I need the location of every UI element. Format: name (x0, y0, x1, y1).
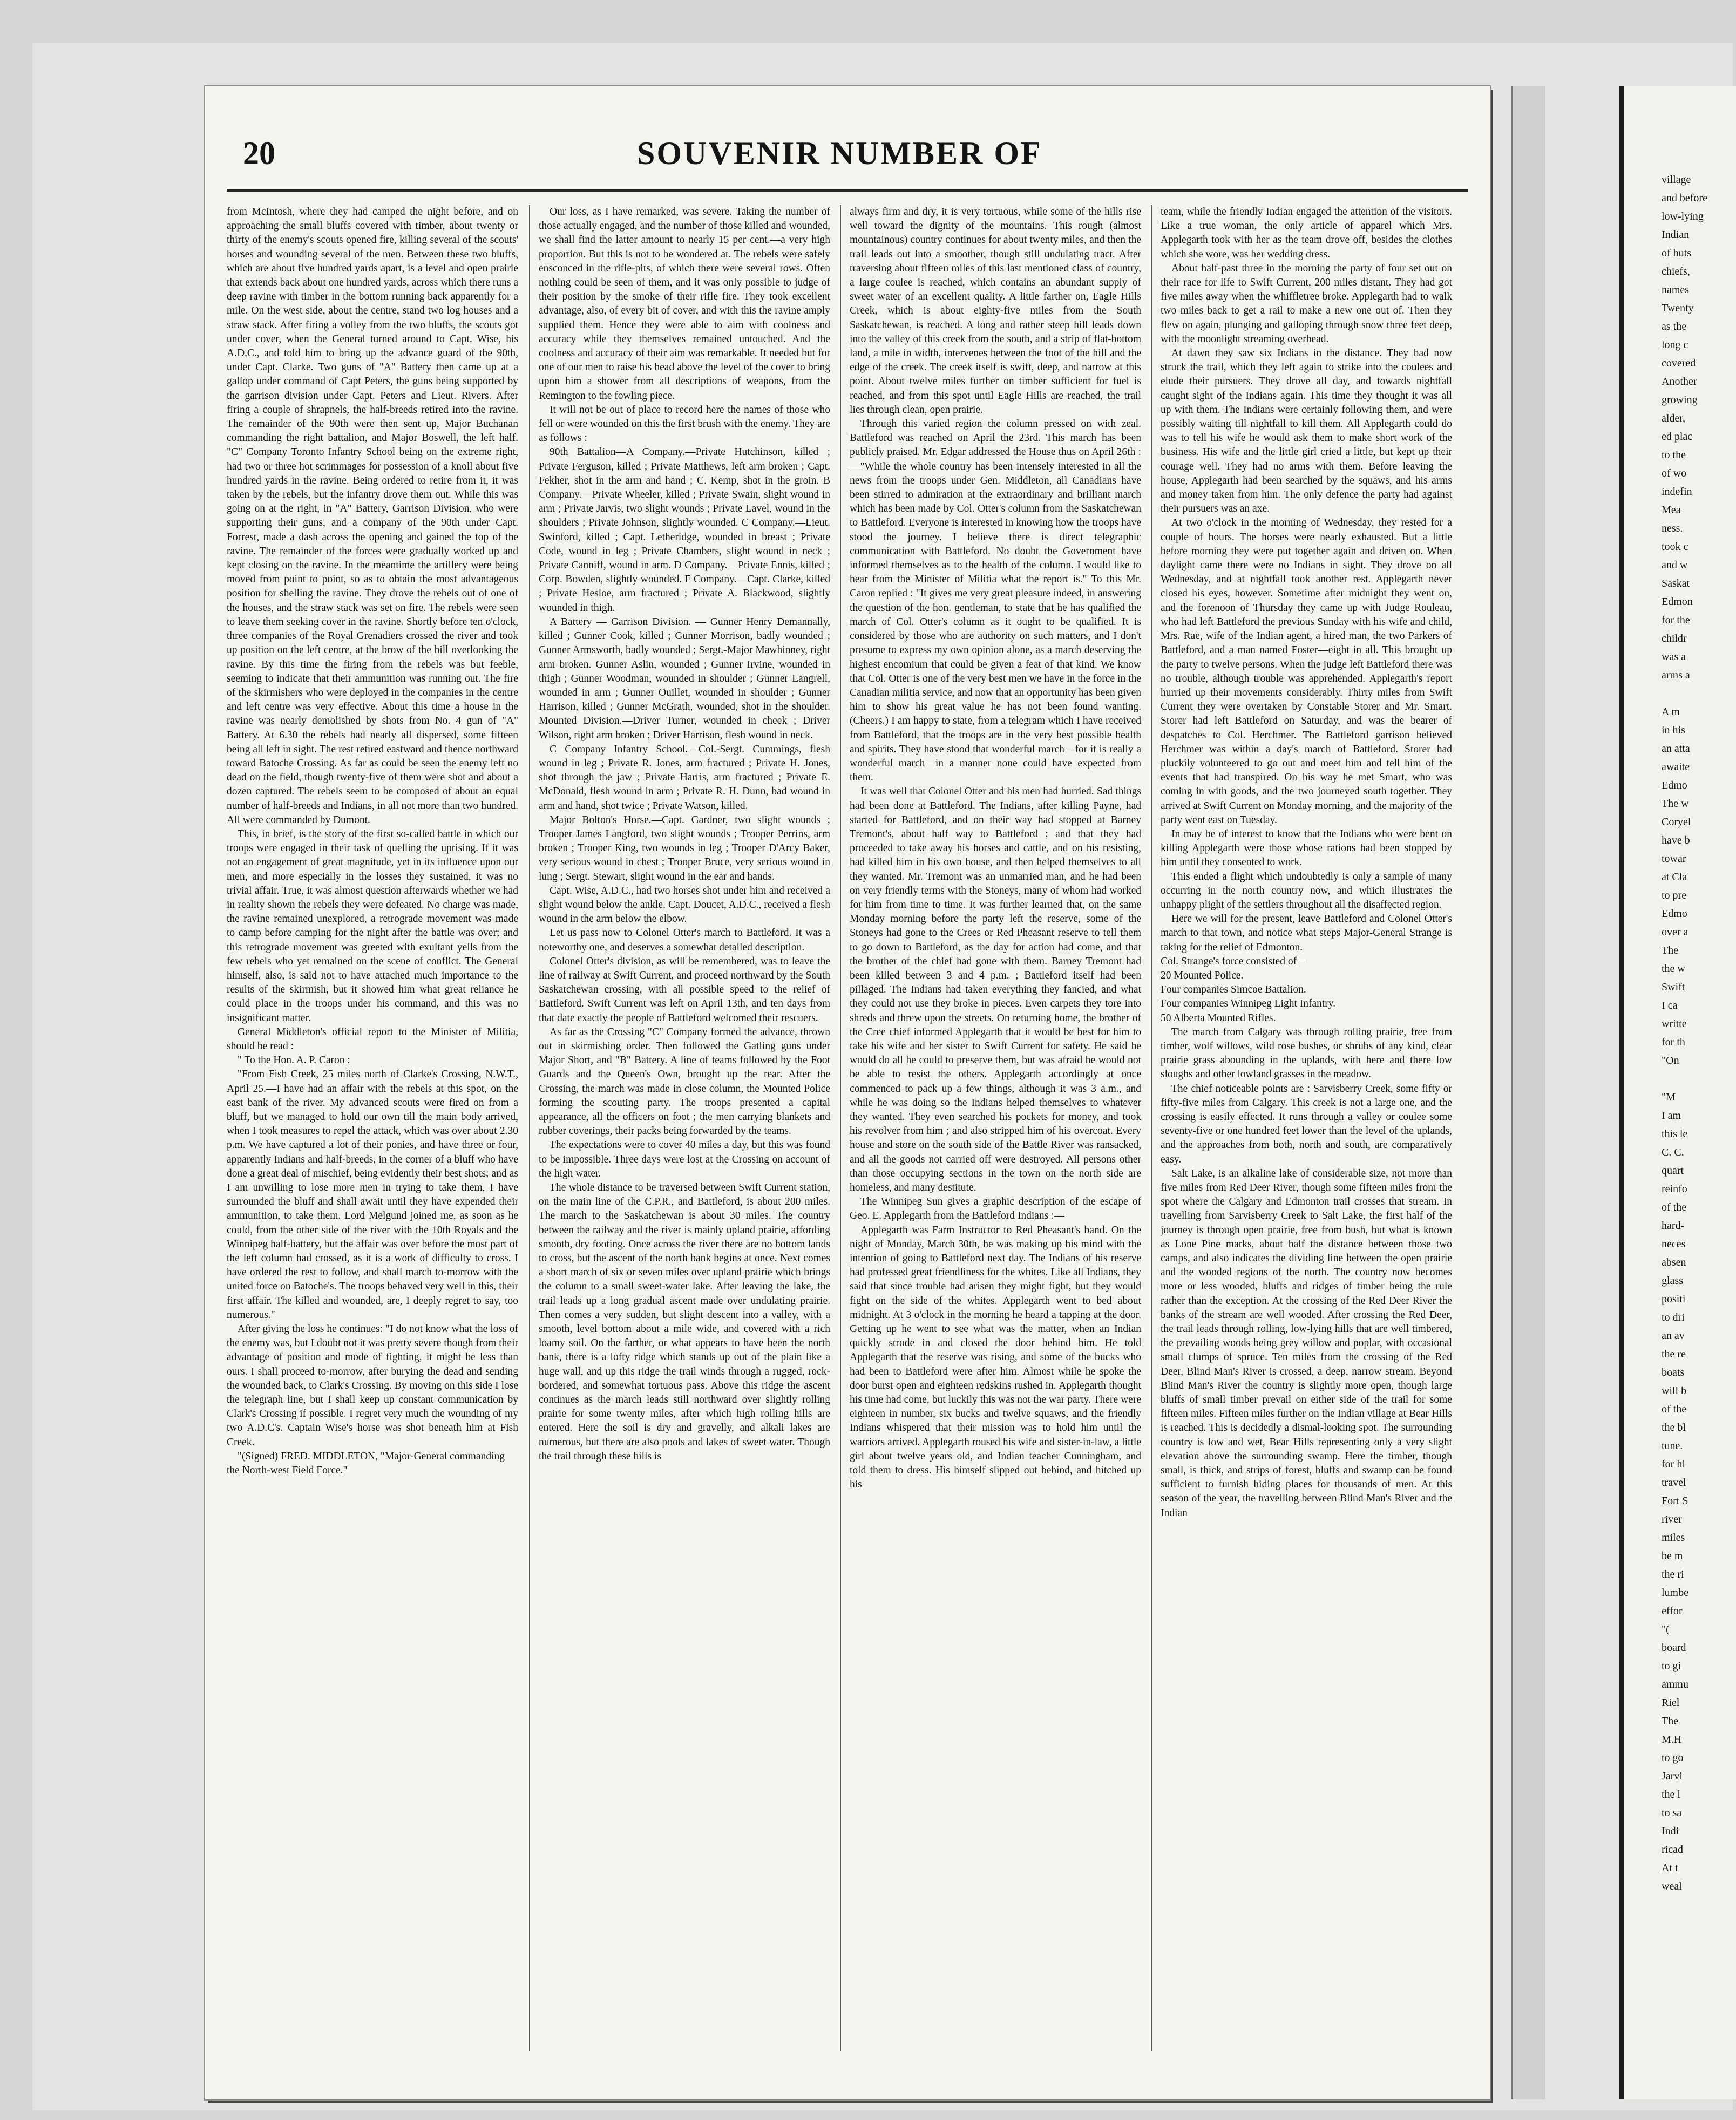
column-divider (1151, 205, 1152, 2051)
adjacent-page-fragment: travel (1662, 1477, 1686, 1489)
adjacent-page-fragment: as the (1662, 321, 1687, 332)
adjacent-page-fragment: "( (1662, 1623, 1670, 1635)
paragraph: Col. Strange's force consisted of— (1161, 955, 1307, 967)
adjacent-page-fragment: alder, (1662, 412, 1686, 424)
adjacent-page-fragment: board (1662, 1642, 1686, 1654)
text-column-4 (1161, 205, 1452, 2062)
adjacent-page-fragment: weal (1662, 1880, 1682, 1892)
adjacent-page-fragment: Another (1662, 376, 1697, 388)
adjacent-page-fragment: to go (1662, 1752, 1684, 1764)
adjacent-page-fragment: ed plac (1662, 431, 1693, 443)
adjacent-page-fragment: miles (1662, 1532, 1685, 1544)
paragraph: from McIntosh, where they had camped the night before, and on approaching the small bluffs covered with timber, about twenty or thirty of the enemy's scouts opened fire, killing several of the scouts' horses and wounding several of the men. Between these two bluffs, which are about five hundred yards apart, is a level and open prairie that extends back about one hundred yards, across which there runs a deep ravine with timber in the bottom running back apparently for a mile. On the west side, about the centre, stand two log houses and a straw stack. After firing a volley from the two bluffs, the scouts got under cover, when the General turned around to Capt. Wise, his A.D.C., and told him to bring up the advance guard of the 90th, under Capt. Clarke. Two guns of "A" Battery then came up at a gallop under command of Capt Peters, the guns being supported by the garrison division under Capt. Peters and Lieut. Rivers. After firing a couple of shrapnels, the half-breeds retired into the ravine. The remainder of the 90th were then sent up, Major Buchanan commanding the right battalion, and Major Boswell, the left half. "C" Company Toronto Infantry School being on the extreme right, had two or three hot scrimmages for possession of a knoll about five hundred yards in the ravine. Being ordered to retire from it, it was taken by the rebels, but the infantry drove them out. While this was going on at the right, in "A" Battery, Garrison Division, who were supporting their guns, and a company of the 90th under Capt. Forrest, made a dash across the opening and gained the top of the ravine. The remainder of the forces were gradually worked up and kept closing on the ravine. In the meantime the artillery were being moved from point to point, so as to obtain the most advantageous position for shelling the ravine. They drove the rebels out of one of the houses, and the straw stack was set on fire. The rebels were seen to leave them seeking cover in the ravine. Shortly before ten o'clock, three companies of the Royal Grenadiers crossed the river and took up position on the left centre, at the brow of the hill overlooking the ravine. By this time the firing from the rebels was but feeble, seeming to indicate that their ammunition was running out. The fire of the skirmishers who were deployed in the companies in the centre and left centre was very effective. About this time a house in the ravine was nearly demolished by shots from No. 4 gun of "A" Battery. At 6.30 the rebels had nearly all dispersed, some fifteen being all left in sight. The rest retired eastward and thence northward toward Batoche Crossing. As far as could be seen the enemy left no dead on the field, though twenty-five of them were shot and about a dozen captured. The rebels seem to be composed of about an equal number of half-breeds and Indians, in all not more than two hundred. All were commanded by Dumont. (227, 206, 518, 826)
paragraph: This, in brief, is the story of the first so-called battle in which our troops were engaged in their task of quelling the uprising. If it was not an engagement of great magnitude, yet in its influence upon our men, and more especially in the losses they sustained, it was no trivial affair. True, it was almost question afterwards whether we had in reality shown the rebels they were defeated. No charge was made, the ravine remained unexplored, a retrograde movement was made to camp before camping for the night after the battle was over; and this retrograde movement was greeted with exultant yells from the few rebels who yet remained on the scene of conflict. The General himself, also, is said not to have attached much importance to the results of the skirmish, but it showed him what great reliance he could place in the troops under his command, and this was no insignificant matter. (227, 828, 518, 1024)
page-header (227, 135, 1468, 184)
paragraph: It was well that Colonel Otter and his men had hurried. Sad things had been done at Battleford. The Indians, after killing Payne, had started for Battleford, and on their way had stopped at Barney Tremont's, about half way to Battleford ; and that they had proceeded to take away his horses and cattle, and on his resisting, had killed him in his own house, and then helped themselves to all they wanted. Mr. Tremont was an unmarried man, and he had been on very friendly terms with the Stoneys, many of whom had worked for him from time to time. It was further learned that, on the same Monday morning before the party left the reserve, some of the Stoneys had gone to the Crees or Red Pheasant reserve to tell them to go down to Battleford, as the day for action had come, and that the brother of the chief had gone with them. Barney Tremont had been killed between 3 and 4 p.m. ; Battleford itself had been pillaged. The Indians had taken everything they fancied, and what they could not use they broke in pieces. Even carpets they tore into shreds and threw upon the streets. On returning home, the brother of the Cree chief informed Applegarth that it would be best for him to take his wife and her sister to Swift Current for safety. He said he would do all he could to preserve them, but was afraid he would not be able to resist the others. Applegarth accordingly at once commenced to pack up a few things, although it was 3 a.m., and while he was doing so the Indians helped themselves to whatever they wanted. They even searched his pockets for money, and took his revolver from him ; and also stripped him of his overcoat. Every house and store on the south side of the Battle River was ransacked, and all the goods not carried off were destroyed. All persons other than those occupying sections in the town on the north side are homeless, and many destitute. (850, 786, 1141, 1194)
adjacent-page-fragment: village (1662, 174, 1691, 186)
adjacent-page-fragment: of huts (1662, 247, 1691, 259)
adjacent-page-fragment: was a (1662, 651, 1686, 663)
adjacent-page-fragment: neces (1662, 1238, 1686, 1250)
list-item: 20 Mounted Police. (1161, 969, 1244, 981)
adjacent-page-fragment: for hi (1662, 1458, 1685, 1470)
adjacent-page-fragment: growing (1662, 394, 1698, 406)
paragraph: 90th Battalion—A Company.—Private Hutchinson, killed ; Private Ferguson, killed ; Private Matthews, left arm broken ; Capt. Fekher, shot in the arm and hand ; C. Kemp, shot in the groin. B Company.—Private Wheeler, killed ; Private Swain, slight wound in arm ; Private Jarvis, two slight wounds ; Private Lavel, wound in the shoulders ; Private Johnson, slightly wounded. C Company.—Lieut. Swinford, killed ; Capt. Letheridge, wounded in breast ; Private Code, wound in leg ; Private Chambers, slight wound in neck ; Private Canniff, wound in arm. D Company.—Private Ennis, killed ; Corp. Bowden, slightly wounded. F Company.—Capt. Clarke, killed ; Private Hesloe, arm fractured ; Private A. Blackwood, slightly wounded in thigh. (539, 446, 830, 614)
adjacent-page-fragment: indefin (1662, 486, 1692, 498)
text-column-2 (539, 205, 830, 2062)
adjacent-page-fragment: the bl (1662, 1422, 1686, 1433)
paragraph: A Battery — Garrison Division. — Gunner Henry Demannally, killed ; Gunner Cook, killed ; Gunner Morrison, badly wounded ; Gunner Armsworth, badly wounded ; Sergt.-Major Mawhinney, right arm broken. Gunner Aslin, wounded ; Gunner Irvine, wounded in thigh ; Gunner Woodman, wounded in shoulder ; Gunner Langrell, wounded in arm ; Gunner Ouillet, wounded in shoulder ; Gunner Harrison, killed ; Gunner McGrath, wounded, shot in the shoulder. Mounted Division.—Driver Turner, wounded in cheek ; Driver Wilson, right arm broken ; Driver Harrison, flesh wound in neck. (539, 616, 830, 741)
paragraph: The march from Calgary was through rolling prairie, free from timber, wolf willows, wild rose bushes, or shrubs of any kind, clear prairie grass abounding in the uplands, with here and there low sloughs and other lowland grasses in the meadow. (1161, 1026, 1452, 1081)
list-item: Four companies Simcoe Battalion. (1161, 984, 1306, 996)
paragraph: Here we will for the present, leave Battleford and Colonel Otter's march to that town, and notice what steps Major-General Strange is taking for the relief of Edmonton. (1161, 913, 1452, 953)
paragraph: Applegarth was Farm Instructor to Red Pheasant's band. On the night of Monday, March 30th, he was making up his mind with the intention of going to Battleford next day. The Indians of his reserve had professed great friendliness for the whites. Like all Indians, they said that since trouble had arisen they might fight, but they would fight on the side of the whites. Applegarth went to bed about midnight. At 3 o'clock in the morning he heard a tapping at the door. Getting up he went to see what was the matter, when an Indian quickly strode in and closed the door behind him. He told Applegarth that the reserve was rising, and some of the bucks who had been to Battleford were after him. Almost while he spoke the door burst open and eighteen redskins rushed in. Applegarth thought his time had come, but luckily this was not the war party. There were eighteen in number, six bucks and twelve squaws, and the friendly Indians whispered that their mission was to hold him until the warriors arrived. Applegarth roused his wife and sister-in-law, a little girl about twelve years old, and Indian teacher Cunningham, and told them to dress. His himself slipped out behind, and hitched up his (850, 1224, 1141, 1491)
adjacent-page-fragment: The (1662, 1715, 1679, 1727)
adjacent-page-fragment: M.H (1662, 1734, 1682, 1745)
adjacent-page-fragment: Swift (1662, 981, 1685, 993)
adjacent-page-fragment: At t (1662, 1862, 1678, 1874)
adjacent-page-fragment: for th (1662, 1036, 1685, 1048)
adjacent-page-fragment: awaite (1662, 761, 1690, 773)
adjacent-page-fragment: Jarvi (1662, 1770, 1683, 1782)
paragraph: This ended a flight which undoubtedly is only a sample of many occurring in the north country now, and which illustrates the unhappy plight of the settlers throughout all the disaffected region. (1161, 871, 1452, 910)
adjacent-page-fragment: ammu (1662, 1679, 1688, 1690)
adjacent-page-fragment: ness. (1662, 522, 1683, 534)
adjacent-page-fragment: Indian (1662, 229, 1690, 241)
adjacent-page-fragment: absen (1662, 1256, 1686, 1268)
signature-block: "(Signed) FRED. MIDDLETON, "Major-General commanding the North-west Field Force." (227, 1450, 505, 1477)
paragraph: Capt. Wise, A.D.C., had two horses shot under him and received a slight wound below the ankle. Capt. Doucet, A.D.C., received a flesh wound in the arm below the elbow. (539, 885, 830, 925)
adjacent-page-fragment: to sa (1662, 1807, 1682, 1819)
adjacent-page-fragment: of the (1662, 1403, 1687, 1415)
adjacent-page-fragment: C. C. (1662, 1146, 1684, 1158)
adjacent-page-fragment: glass (1662, 1275, 1683, 1287)
column-divider (840, 205, 841, 2051)
adjacent-page-fragment: this le (1662, 1128, 1688, 1140)
adjacent-page-fragment: "On (1662, 1055, 1679, 1066)
adjacent-page-fragment: chiefs, (1662, 266, 1690, 277)
adjacent-page-fragment: Indi (1662, 1825, 1679, 1837)
running-title: SOUVENIR NUMBER OF (637, 135, 1042, 171)
adjacent-page-fragment: Twenty (1662, 302, 1694, 314)
adjacent-page-fragment: of the (1662, 1201, 1687, 1213)
adjacent-page-fragment: tune. (1662, 1440, 1683, 1452)
adjacent-page-fragment: Edmon (1662, 596, 1693, 608)
adjacent-page-fragment: to dri (1662, 1312, 1685, 1323)
adjacent-page-fragment: an atta (1662, 743, 1690, 755)
paragraph: At two o'clock in the morning of Wednesday, they rested for a couple of hours. The horses were nearly exhausted. But a little before morning they were put together again and driven on. When daylight came there were no Indians in sight. They drove on all Wednesday, and at nightfall took another rest. Applegarth never closed his eyes, however. Sometime after midnight they went on, and the forenoon of Thursday they came up with Judge Rouleau, who had left Battleford the previous Sunday with his wife and child, Mrs. Rae, wife of the Indian agent, a hired man, the two Parkers of Battleford, and a man named Foster—eight in all. This brought up the party to twelve persons. When the judge left Battleford there was no trouble, although trouble was apprehended. Applegarth's report hurried up their movements considerably. Thirty miles from Swift Current they were overtaken by Constable Storer and Mr. Smart. Storer had left Battleford on Saturday, and was the bearer of despatches to Col. Herchmer. The Battleford garrison believed Herchmer was within a day's march of Battleford. Storer had pluckily volunteered to go out and meet him and tell him of the events that had transpired. On his way he met Smart, who was coming in with goods, and the two journeyed south together. They arrived at Swift Current on Monday morning, and the majority of the party went east on Tuesday. (1161, 517, 1452, 826)
adjacent-page-fragment: be m (1662, 1550, 1683, 1562)
paragraph: At dawn they saw six Indians in the distance. They had now struck the trail, which they left again to strike into the coulees and elude their pursuers. They drove all day, and towards nightfall caught sight of the Indians again. This time they thought it was all up with them. The Indians were certainly following them, and were possibly waiting till nightfall to kill them. All Applegarth could do was to tell his wife he would ask them to make short work of the business. His wife and the little girl cried a little, but kept up their courage well. They had no arms with them. Before leaving the house, Applegarth had been searched by the squaws, and his arms and money taken from him. The only defence the party had against their pursuers was an axe. (1161, 348, 1452, 515)
adjacent-page-fragment: Coryel (1662, 816, 1691, 828)
paragraph: team, while the friendly Indian engaged the attention of the visitors. Like a true woman, the only article of apparel which Mrs. Applegarth took with her as the team drove off, besides the clothes which she wore, was her wedding dress. (1161, 206, 1452, 260)
adjacent-page-fragment: hard- (1662, 1220, 1685, 1232)
adjacent-page-fragment: the l (1662, 1789, 1680, 1800)
text-column-1 (227, 205, 518, 2062)
adjacent-page-fragment: Edmo (1662, 908, 1687, 920)
adjacent-page-fragment: reinfo (1662, 1183, 1687, 1195)
adjacent-page-fragment: A m (1662, 706, 1680, 718)
adjacent-page-fragment: an av (1662, 1330, 1685, 1342)
paragraph: General Middleton's official report to the Minister of Militia, should be read : (227, 1026, 518, 1052)
adjacent-page-fragment: the ri (1662, 1568, 1684, 1580)
paragraph: The whole distance to be traversed between Swift Current station, on the main line of the C.P.R., and Battleford, is about 200 miles. The march to the Saskatchewan is about 30 miles. The country between the railway and the river is mainly upland prairie, affording smooth, dry footing. Once across the river there are no bottom lands to cross, but the ascent of the north bank begins at once. Next comes a short march of six or seven miles over upland prairie which brings the column to a small sweet-water lake. After leaving the lake, the trail leads up a long gradual ascent made over undulating prairie. Then comes a very sudden, but slight descent into a valley, with a smooth, level bottom about a mile wide, and covered with a rich loamy soil. On the farther, or what appears to have been the north bank, there is a lofty ridge which stands up out of the plain like a huge wall, and up this ridge the trail winds through a rugged, rock-bordered, and somewhat tortuous pass. Above this ridge the ascent continues as the march leads still northward over slightly rolling prairie for some twenty miles, after which high rolling hills are entered. Here the soil is dry and gravelly, and alkali lakes are numerous, but there are also pools and lakes of sweet water. Though the trail through these hills is (539, 1182, 830, 1462)
paragraph: always firm and dry, it is very tortuous, while some of the hills rise well toward the dignity of the mountains. This rough (almost mountainous) country continues for about twenty miles, and then the trail leads out into a smoother, though still undulating tract. After traversing about fifteen miles of this last mentioned class of country, a large coulee is reached, which contains an abundant supply of sweet water of an excellent quality. A little farther on, Eagle Hills Creek, which is about eighty-five miles from the South Saskatchewan, is reached. A long and rather steep hill leads down into the valley of this creek from the south, and a strip of flat-bottom land, a mile in width, intervenes between the foot of the hill and the edge of the creek. The creek itself is swift, deep, and narrow at this point. About twelve miles further on timber sufficient for fuel is reached, and from this spot until Eagle Hills are reached, the trail lies through clean, open prairie. (850, 206, 1141, 416)
paragraph: About half-past three in the morning the party of four set out on their race for life to Swift Current, 200 miles distant. They had got five miles away when the whiffletree broke. Applegarth had to walk two miles back to get a rail to make a new one out of. Then they flew on again, plunging and galloping through snow three feet deep, with the moonlight streaming overhead. (1161, 262, 1452, 345)
newspaper-page (205, 86, 1490, 2099)
adjacent-page-fragment: Saskat (1662, 577, 1690, 589)
adjacent-page-fragment: ricad (1662, 1844, 1683, 1856)
paragraph: "From Fish Creek, 25 miles north of Clarke's Crossing, N.W.T., April 25.—I have had an affair with the rebels at this spot, on the east bank of the river. My advanced scouts were fired on from a bluff, but we managed to hold our own till the main body arrived, when I took measures to repel the attack, which was over about 2.30 p.m. We have captured a lot of their ponies, and have three or four, apparently Indians and half-breeds, in the corner of a bluff who have done a great deal of mischief, being evidently their best shots; and as I am unwilling to lose more men in trying to take them, I have surrounded the bluff and shall await until they have expended their ammunition, to take them. Lord Melgund joined me, as soon as he could, from the other side of the river with the 10th Royals and the Winnipeg half-battery, but the affair was over before the most part of the left column had crossed, as it is a work of difficulty to cross. I have ordered the rest to follow, and shall march to-morrow with the united force on Batoche's. The troops behaved very well in this, their first affair. The killed and wounded, are, I deeply regret to say, too numerous." (227, 1069, 518, 1321)
adjacent-page-fragment: for the (1662, 614, 1690, 626)
adjacent-page-fragment: childr (1662, 633, 1687, 644)
adjacent-page-fragment: took c (1662, 541, 1688, 553)
paragraph: Through this varied region the column pressed on with zeal. Battleford was reached on April the 23rd. This march has been publicly praised. Mr. Edgar addressed the House thus on April 26th :—"While the whole country has been intensely interested in all the news from the troops under Gen. Middleton, all Canadians have been stirred to admiration at the extraordinary and brilliant march which has been made by Col. Otter's column from the Saskatchewan to Battleford. Everyone is interested in knowing how the troops have stood the journey. I believe there is direct telegraphic communication with Battleford. No doubt the Government have informed themselves as to the health of the column. I would like to hear from the Minister of Militia what the report is." To this Mr. Caron replied : "It gives me very great pleasure indeed, in answering the question of the hon. gentleman, to state that he has qualified the march of Col. Otter's column as it ought to be qualified. It is considered by those who are authority on such matters, and I don't presume to express my own opinion alone, as a march deserving the highest encomium that could be given a feat of that kind. We know that Col. Otter is one of the very best men we have in the force in the Canadian militia service, and now that an opportunity has been given him to show his great value he has not been found wanting. (Cheers.) I am happy to state, from a telegram which I have received from Battleford, that the troops are in the very best possible health and spirits. They have stood that wonderful march—for it is really a wonderful march—in a manner none could have expected from them. (850, 418, 1141, 784)
adjacent-page-fragment: over a (1662, 926, 1688, 938)
adjacent-page-fragment: arms a (1662, 669, 1690, 681)
adjacent-page-fragment: to gi (1662, 1660, 1681, 1672)
adjacent-page-fragment: to pre (1662, 889, 1687, 901)
adjacent-page-fragment: have b (1662, 834, 1690, 846)
adjacent-page-fragment: towar (1662, 853, 1686, 865)
list-item: 50 Alberta Mounted Rifles. (1161, 1012, 1276, 1024)
adjacent-page-fragment: will b (1662, 1385, 1687, 1397)
adjacent-page-fragment: names (1662, 284, 1690, 296)
adjacent-page-fragment: river (1662, 1513, 1682, 1525)
binding-gutter (1511, 86, 1545, 2099)
adjacent-page-fragment: positi (1662, 1293, 1686, 1305)
adjacent-page-fragment: in his (1662, 724, 1685, 736)
adjacent-page-fragment: the re (1662, 1348, 1686, 1360)
adjacent-page-fragment: writte (1662, 1018, 1687, 1030)
paragraph: Salt Lake, is an alkaline lake of considerable size, not more than five miles from Red Deer River, though some fifteen miles from the spot where the Calgary and Edmonton trail crosses that stream. In travelling from Sarvisberry Creek to Salt Lake, the first half of the journey is through open prairie, free from bush, but what is known as Lone Pine marks, about half the distance between those two camps, and also indicates the dividing line between the open prairie and the wooded regions of the north. The country now becomes more or less wooded, bluffs and ridges of timber being the rule rather than the exception. At the crossing of the Red Deer River the banks of the stream are well wooded. After crossing the Red Deer, the trail leads through rolling, low-lying hills that are well timbered, the prevailing woods being grey willow and poplar, with occasional small clumps of spruce. Ten miles from the crossing of the Red Deer, Blind Man's River is crossed, a deep, narrow stream. Beyond Blind Man's River the country is slightly more open, though large bluffs of small timber prevail on either side of the trail for some fifteen miles. Fifteen miles further on the Indian village at Bear Hills is reached. This is decidedly a dismal-looking spot. The surrounding country is low and wet, Bear Hills representing only a very slight elevation above the surrounding swamp. Here the timber, though small, is thick, and strips of forest, bluffs and swamp can be found sufficient to furnish hiding places for thousands of men. At this season of the year, the travelling between Blind Man's River and the Indian (1161, 1167, 1452, 1519)
adjacent-page-fragment: at Cla (1662, 871, 1687, 883)
adjacent-page-fragment: the w (1662, 963, 1685, 975)
adjacent-page-fragment: effor (1662, 1605, 1683, 1617)
adjacent-page-fragment: I ca (1662, 1000, 1678, 1011)
paragraph: Major Bolton's Horse.—Capt. Gardner, two slight wounds ; Trooper James Langford, two slight wounds ; Trooper Perrins, arm broken ; Trooper King, two wounds in leg ; Trooper D'Arcy Baker, very serious wound in chest ; Trooper Bruce, very serious wound in lung ; Sergt. Stewart, slight wound in the ear and hands. (539, 814, 830, 882)
adjacent-page-fragment: low-lying (1662, 210, 1704, 222)
paragraph: C Company Infantry School.—Col.-Sergt. Cummings, flesh wound in leg ; Private R. Jones, arm fractured ; Private H. Jones, shot through the jaw ; Private Harris, arm fractured ; Private E. McDonald, flesh wound in arm ; Private R. H. Dunn, bad wound in arm and hand, shot twice ; Private Watson, killed. (539, 743, 830, 812)
paragraph: It will not be out of place to record here the names of those who fell or were wounded on this the first brush with the enemy. They are as follows : (539, 404, 830, 444)
page-number: 20 (243, 135, 275, 171)
text-column-3 (850, 205, 1141, 2062)
adjacent-page-edge (1619, 86, 1736, 2099)
adjacent-page-fragment: long c (1662, 339, 1688, 351)
paragraph: As far as the Crossing "C" Company formed the advance, thrown out in skirmishing order. Then followed the Gatling guns under Major Short, and "B" Battery. A line of teams followed by the Foot Guards and the Queen's Own, brought up the rear. After the Crossing, the march was made in close column, the Mounted Police forming the scouting party. The troops presented a capital appearance, all the officers on foot ; the men carrying blankets and rubber coverings, their packs being forwarded by the teams. (539, 1026, 830, 1137)
list-item: Four companies Winnipeg Light Infantry. (1161, 998, 1336, 1010)
paragraph: The Winnipeg Sun gives a graphic description of the escape of Geo. E. Applegarth from the Battleford Indians :— (850, 1196, 1141, 1222)
paragraph: After giving the loss he continues: "I do not know what the loss of the enemy was, but I doubt not it was pretty severe though from their advantage of position and mode of fighting, it might be less than ours. I shall proceed to-morrow, after burying the dead and sending the wounded back, to Clark's Crossing. By moving on this side I lose the telegraph line, but I shall keep up constant communication by Clark's Crossing if possible. I regret very much the wounding of my two A.D.C's. Captain Wise's horse was shot beneath him at Fish Creek. (227, 1323, 518, 1448)
column-divider (529, 205, 530, 2051)
adjacent-page-fragment: covered (1662, 357, 1696, 369)
adjacent-page-fragment: and before (1662, 192, 1707, 204)
paragraph: Our loss, as I have remarked, was severe. Taking the number of those actually engaged, and the number of those killed and wounded, we shall find the latter amount to nearly 15 per cent.—a very high proportion. But this is not to be wondered at. The rebels were safely ensconced in the rifle-pits, of which there were several rows. Often nothing could be seen of them, and it was only possible to judge of their position by the smoke of their rifle fire. They took excellent advantage, also, of every bit of cover, and with this the ravine amply supplied them. Hence they were able to aim with coolness and accuracy while they themselves remained untouched. And the coolness and accuracy of their aim was remarkable. It needed but for one of our men to raise his head above the level of the cover to bring upon him a shower from all descriptions of weapons, from the Remington to the fowling piece. (539, 206, 830, 402)
adjacent-page-fragment: Riel (1662, 1697, 1680, 1709)
paragraph: In may be of interest to know that the Indians who were bent on killing Applegarth were those whose rations had been stopped by him until they consented to work. (1161, 828, 1452, 868)
adjacent-page-fragment: lumbe (1662, 1587, 1688, 1599)
adjacent-page-fragment: "M (1662, 1091, 1676, 1103)
paragraph: " To the Hon. A. P. Caron : (238, 1055, 350, 1066)
adjacent-page-fragment: and w (1662, 559, 1688, 571)
adjacent-page-fragment: Fort S (1662, 1495, 1688, 1507)
adjacent-page-fragment: Mea (1662, 504, 1681, 516)
header-rule (227, 189, 1468, 192)
paragraph: The expectations were to cover 40 miles a day, but this was found to be impossible. Three days were lost at the Crossing on account of the high water. (539, 1139, 830, 1179)
adjacent-page-fragment: Edmo (1662, 779, 1687, 791)
adjacent-page-fragment: I am (1662, 1110, 1681, 1122)
paragraph: The chief noticeable points are : Sarvisberry Creek, some fifty or fifty-five miles from Calgary. This creek is not a large one, and the crossing is easily effected. It runs through a valley or coulee some seventy-five or one hundred feet lower than the level of the uplands, and the approaches from both, north and south, are comparatively easy. (1161, 1083, 1452, 1165)
adjacent-page-fragment: boats (1662, 1367, 1685, 1378)
adjacent-page-fragment: The w (1662, 798, 1689, 810)
adjacent-page-fragment: to the (1662, 449, 1686, 461)
paragraph: Let us pass now to Colonel Otter's march to Battleford. It was a noteworthy one, and deserves a somewhat detailed description. (539, 927, 830, 953)
paragraph: Colonel Otter's division, as will be remembered, was to leave the line of railway at Swift Current, and proceed northward by the South Saskatchewan crossing, with all possible speed to the relief of Battleford. Swift Current was left on April 13th, and ten days from that date exactly the people of Battleford welcomed their rescuers. (539, 955, 830, 1024)
adjacent-page-fragment: of wo (1662, 467, 1687, 479)
adjacent-page-fragment: quart (1662, 1165, 1684, 1177)
adjacent-page-fragment: The (1662, 945, 1679, 956)
